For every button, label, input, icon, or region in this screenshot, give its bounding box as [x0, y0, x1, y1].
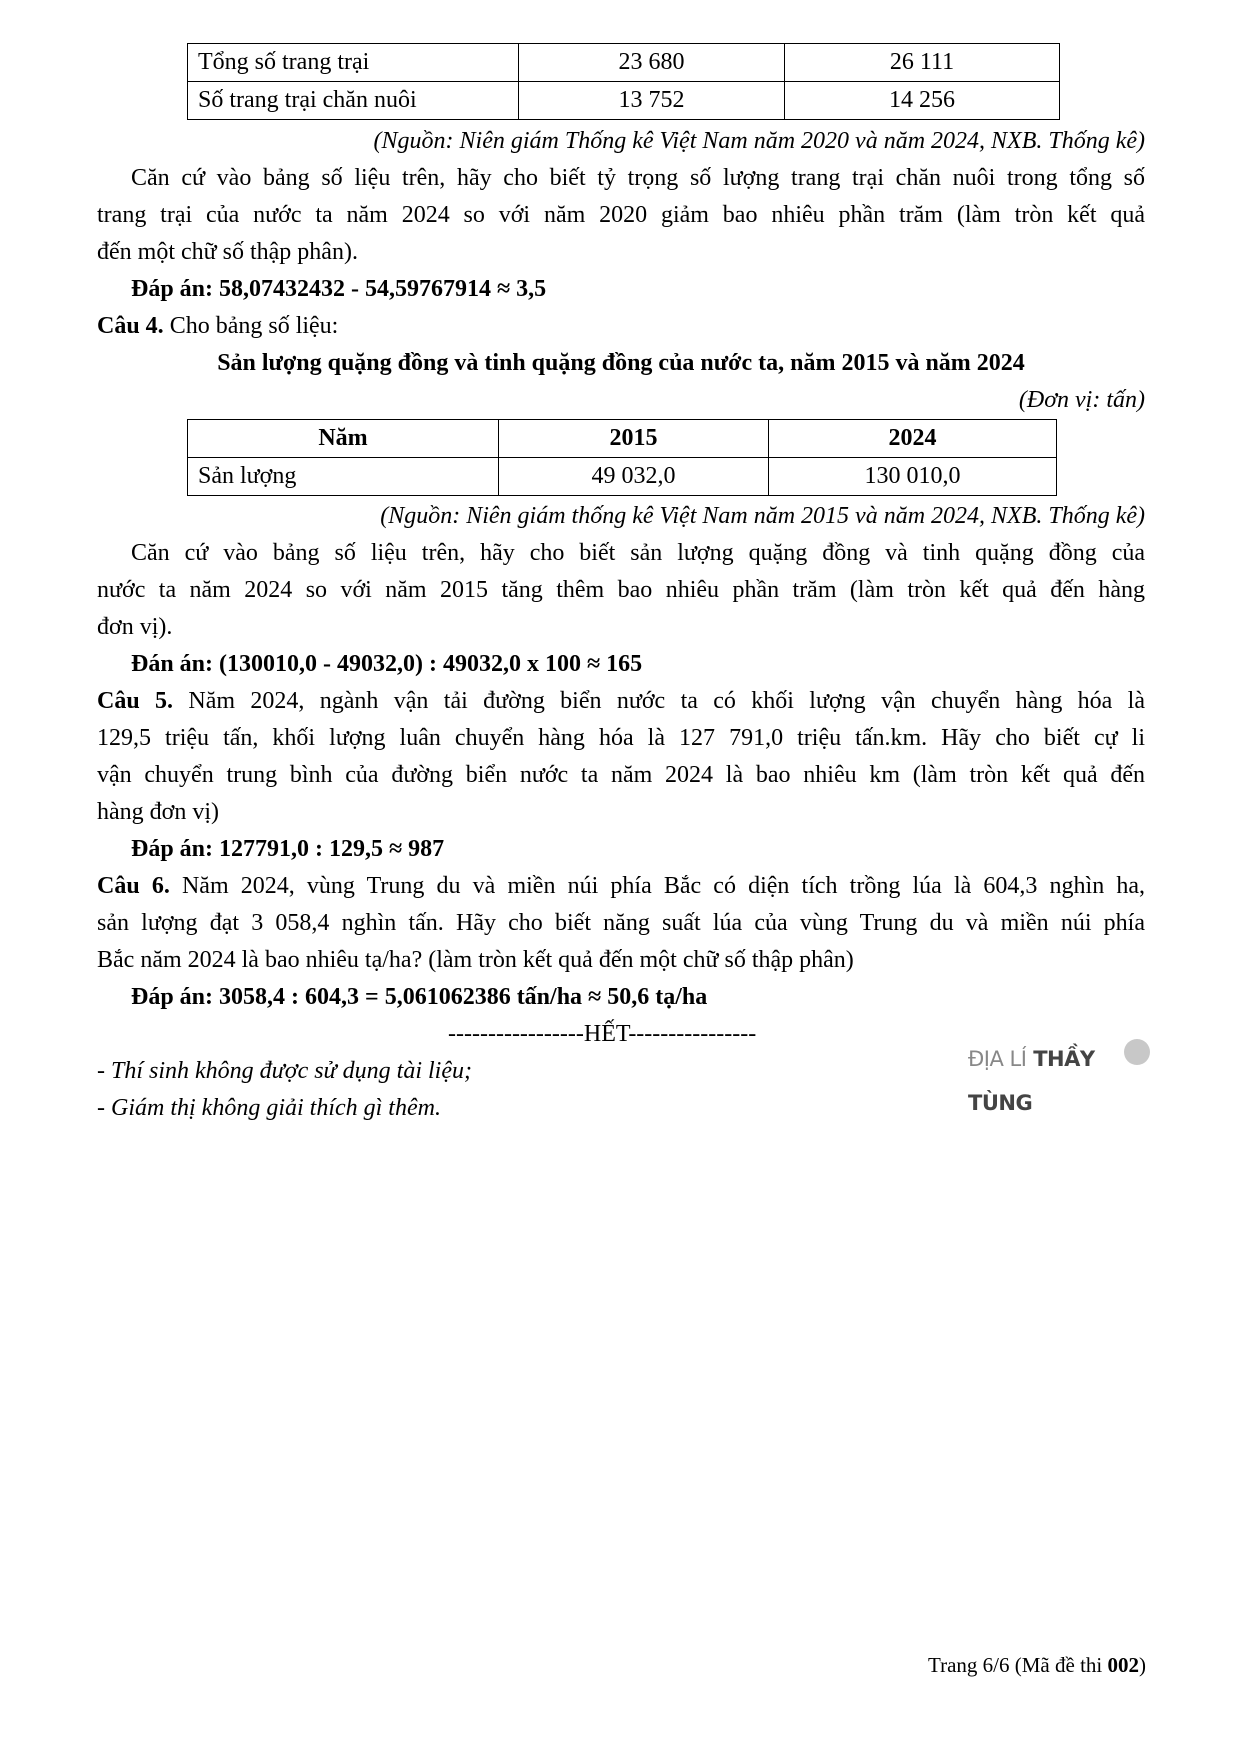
q3-line: Căn cứ vào bảng số liệu trên, hãy cho biết tỷ trọng số lượng trang trại chăn nuôi trong tổng số — [131, 165, 1145, 191]
footer-prefix: Trang 6/6 (Mã đề thi — [928, 1653, 1108, 1677]
logo-text-2: THẦY TÙNG — [968, 1047, 1095, 1115]
table-cell: 13 752 — [519, 82, 785, 120]
table-cell: 49 032,0 — [499, 458, 769, 496]
q6-label: Câu 6. — [97, 873, 170, 899]
q4-unit: (Đơn vị: tấn) — [1018, 387, 1145, 413]
q4-label: Câu 4. — [97, 313, 164, 339]
note-line: - Giám thị không giải thích gì thêm. — [97, 1095, 441, 1121]
footer-suffix: ) — [1139, 1653, 1146, 1677]
end-divider: -----------------HẾT---------------- — [448, 1021, 757, 1047]
q6-line — [97, 868, 1145, 905]
table-cell: Tổng số trang trại — [188, 44, 519, 82]
q6-text: Năm 2024, vùng Trung du và miền núi phía Bắc có diện tích trồng lúa là 604,3 nghìn ha, — [169, 873, 1145, 899]
q3-answer: Đáp án: 58,07432432 - 54,59767914 ≈ 3,5 — [131, 276, 547, 302]
logo-dot-icon — [1124, 1039, 1150, 1065]
q4-heading — [97, 308, 1145, 345]
table-header-cell: 2015 — [499, 420, 769, 458]
table-header-cell: Năm — [188, 420, 499, 458]
q4-line: Căn cứ vào bảng số liệu trên, hãy cho biết sản lượng quặng đồng và tinh quặng đồng của — [131, 540, 1145, 566]
q3-line: trang trại của nước ta năm 2024 so với năm 2020 giảm bao nhiêu phần trăm (làm tròn kết quả — [97, 202, 1145, 228]
q4-line: nước ta năm 2024 so với năm 2015 tăng thêm bao nhiêu phần trăm (làm tròn kết quả đến hàng — [97, 577, 1145, 603]
table-row — [188, 458, 1057, 496]
q5-line: hàng đơn vị) — [97, 799, 220, 825]
q4-source: (Nguồn: Niên giám thống kê Việt Nam năm 2015 và năm 2024, NXB. Thống kê) — [380, 503, 1145, 529]
q4-answer: Đán án: (130010,0 - 49032,0) : 49032,0 x 100 ≈ 165 — [131, 651, 643, 677]
table-header-row — [188, 420, 1057, 458]
logo-text-1: ĐỊA LÍ — [968, 1047, 1027, 1071]
table1-source: (Nguồn: Niên giám Thống kê Việt Nam năm 2020 và năm 2024, NXB. Thống kê) — [373, 128, 1145, 154]
q4-table-title: Sản lượng quặng đồng và tinh quặng đồng của nước ta, năm 2015 và năm 2024 — [217, 350, 1025, 376]
table-row — [188, 44, 1060, 82]
table-cell: 26 111 — [785, 44, 1060, 82]
copper-table — [187, 419, 1057, 496]
q5-line: 129,5 triệu tấn, khối lượng luân chuyển hàng hóa là 127 791,0 triệu tấn.km. Hãy cho biết cự li — [97, 725, 1145, 751]
q5-text: Năm 2024, ngành vận tải đường biển nước ta có khối lượng vận chuyển hàng hóa là — [173, 688, 1146, 714]
q4-text: Cho bảng số liệu: — [163, 313, 339, 339]
q6-answer: Đáp án: 3058,4 : 604,3 = 5,061062386 tấn/ha ≈ 50,6 tạ/ha — [131, 984, 708, 1010]
page-footer — [928, 1650, 1146, 1680]
farm-table — [187, 43, 1060, 120]
note-line: - Thí sinh không được sử dụng tài liệu; — [97, 1058, 472, 1084]
watermark-logo — [968, 1037, 1148, 1115]
q5-label: Câu 5. — [97, 688, 174, 714]
table-cell: 14 256 — [785, 82, 1060, 120]
table-cell: 23 680 — [519, 44, 785, 82]
table-header-cell: 2024 — [769, 420, 1057, 458]
q5-answer: Đáp án: 127791,0 : 129,5 ≈ 987 — [131, 836, 445, 862]
table-cell: Sản lượng — [188, 458, 499, 496]
footer-code: 002 — [1107, 1653, 1139, 1677]
table-cell: 130 010,0 — [769, 458, 1057, 496]
q5-line — [97, 683, 1145, 720]
table-cell: Số trang trại chăn nuôi — [188, 82, 519, 120]
q3-line: đến một chữ số thập phân). — [97, 239, 358, 265]
q4-line: đơn vị). — [97, 614, 173, 640]
q6-line: Bắc năm 2024 là bao nhiêu tạ/ha? (làm tròn kết quả đến một chữ số thập phân) — [97, 947, 854, 973]
q6-line: sản lượng đạt 3 058,4 nghìn tấn. Hãy cho biết năng suất lúa của vùng Trung du và miền núi phía — [97, 910, 1145, 936]
table-row — [188, 82, 1060, 120]
q5-line: vận chuyển trung bình của đường biển nước ta năm 2024 là bao nhiêu km (làm tròn kết quả đến — [97, 762, 1145, 788]
